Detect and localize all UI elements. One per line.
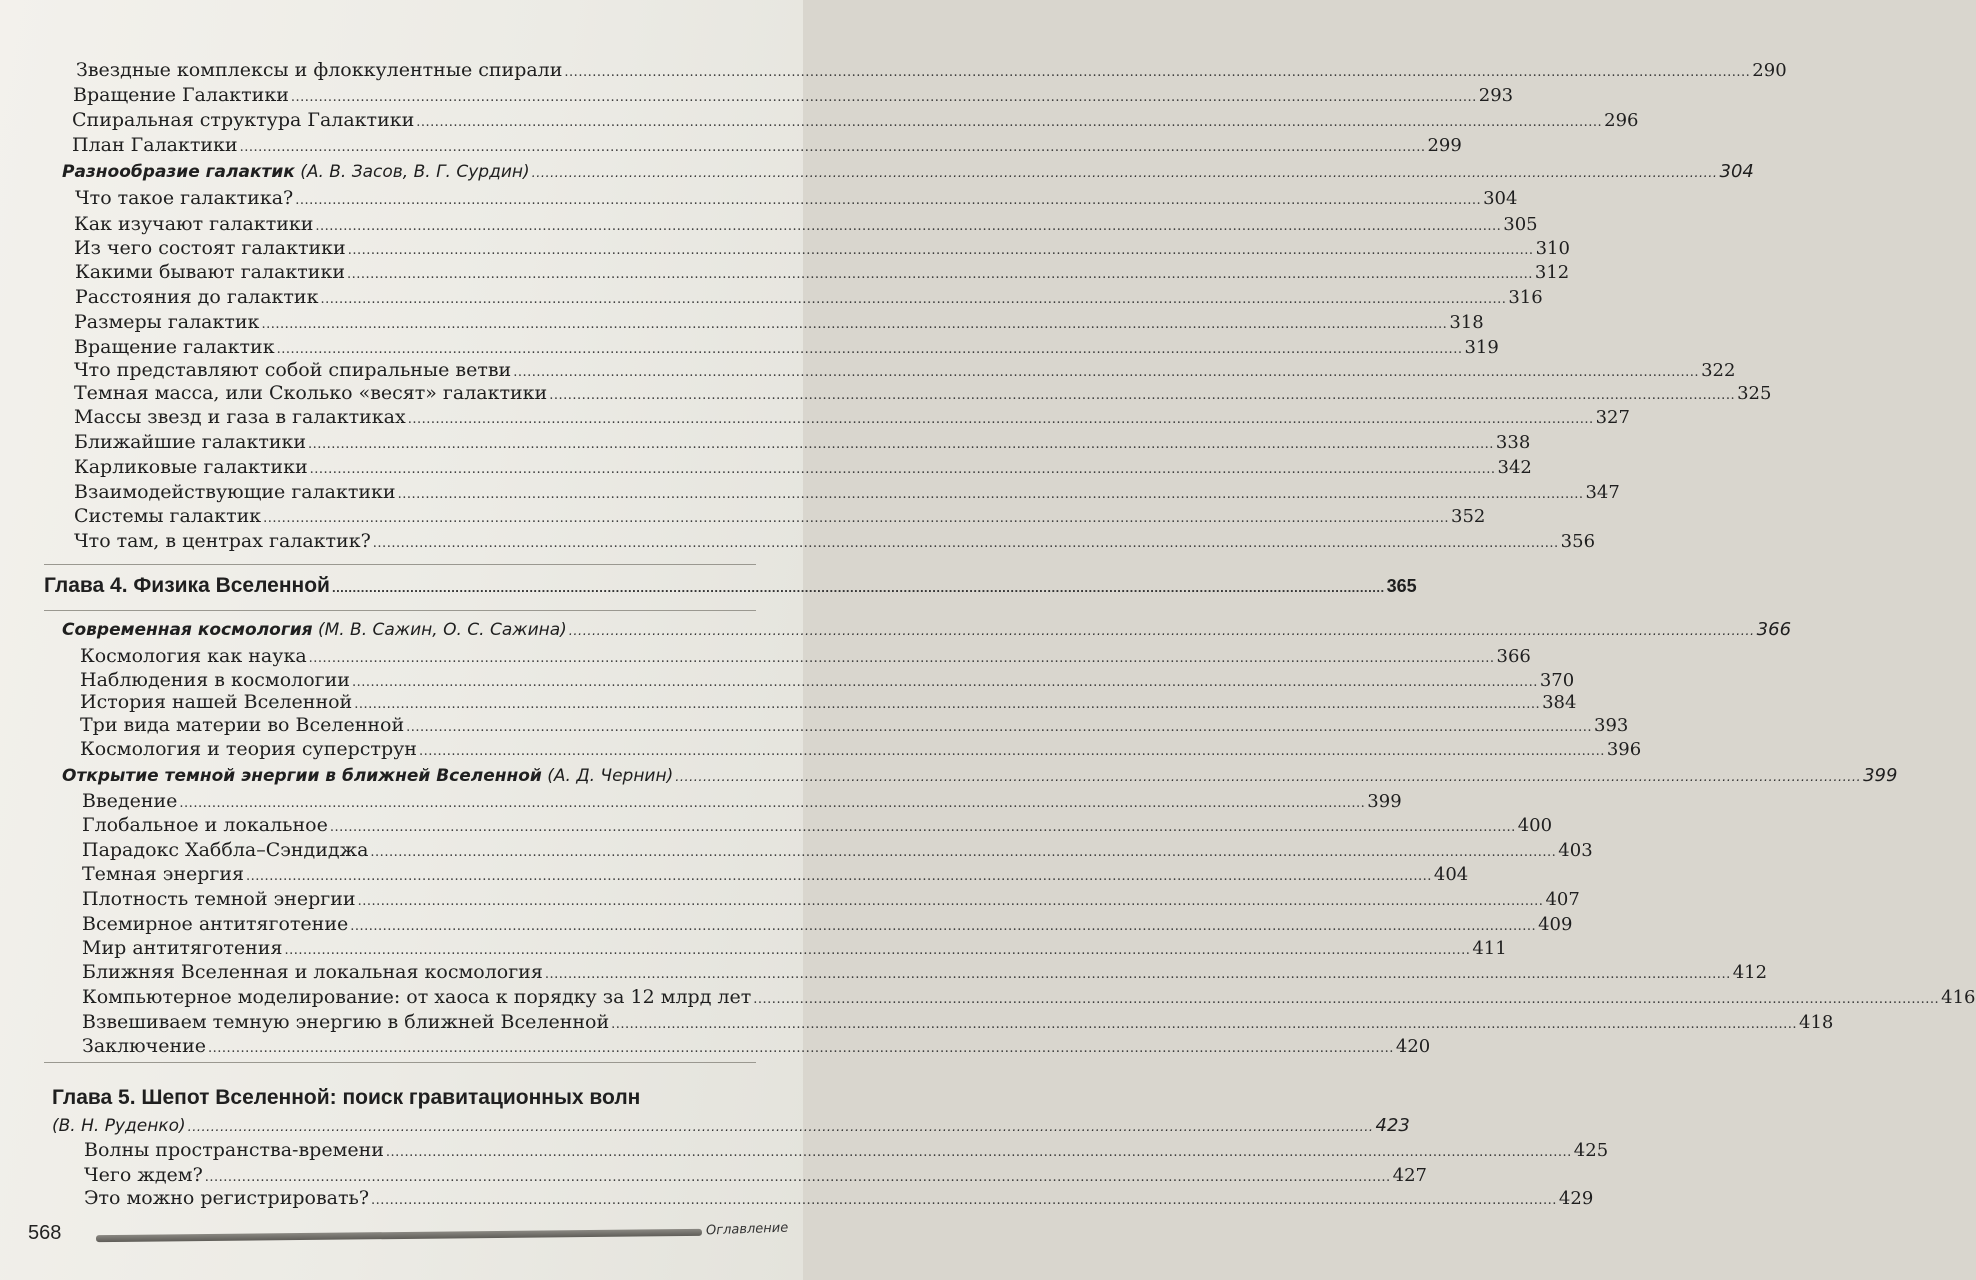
- section-title: Разнообразие галактик: [62, 162, 295, 182]
- leader-dots: [261, 313, 1447, 337]
- entry-page-number: 312: [1534, 262, 1570, 283]
- toc-entry: [82, 1010, 1834, 1037]
- entry-title: Три вида материи во Вселенной: [80, 714, 405, 736]
- entry-page-number: 407: [1545, 889, 1580, 910]
- entry-title: Ближайшие галактики: [74, 431, 307, 453]
- entry-page-number: 319: [1464, 337, 1499, 358]
- entry-title: Глава 5. Шепот Вселенной: поиск гравитационных волн: [52, 1086, 641, 1109]
- entry-page-number: 418: [1799, 1012, 1834, 1033]
- entry-title: Темная масса, или Сколько «весят» галактики: [74, 382, 548, 404]
- toc-entry: [73, 83, 1514, 110]
- leader-dots: [347, 263, 1533, 287]
- entry-page-number: 425: [1573, 1140, 1609, 1161]
- toc-entry: [74, 480, 1620, 507]
- entry-title: Вращение Галактики: [73, 84, 289, 106]
- entry-title: Темная энергия: [82, 863, 245, 885]
- leader-dots: [532, 162, 1718, 186]
- toc-section-entry: [52, 1114, 1410, 1140]
- toc-entry: [74, 381, 1772, 408]
- entry-page-number: 304: [1719, 161, 1754, 182]
- toc-entry: [74, 310, 1484, 337]
- toc-entry: [82, 838, 1593, 865]
- entry-title: [62, 160, 530, 184]
- entry-title: Чего ждем?: [84, 1164, 203, 1186]
- entry-title: Ближняя Вселенная и локальная космология: [82, 961, 543, 983]
- toc-entry: [74, 529, 1596, 556]
- entry-page-number: 366: [1756, 619, 1792, 640]
- section-authors: (А. В. Засов, В. Г. Сурдин): [300, 162, 530, 182]
- entry-title: Карликовые галактики: [74, 456, 308, 478]
- leader-dots: [753, 988, 1939, 1012]
- section-authors: (А. Д. Чернин): [547, 766, 674, 786]
- entry-title: Парадокс Хаббла–Сэндиджа: [82, 839, 369, 861]
- entry-title: Волны пространства-времени: [84, 1139, 384, 1161]
- toc-chapter-entry: [44, 574, 1417, 600]
- toc-entry: [82, 912, 1573, 939]
- toc-entry: [74, 212, 1538, 239]
- leader-dots: [188, 1116, 1374, 1140]
- toc-entry: [82, 960, 1768, 987]
- entry-page-number: 404: [1433, 864, 1469, 885]
- toc-section-entry: [62, 160, 1754, 186]
- leader-dots: [371, 1189, 1557, 1213]
- entry-title: Расстояния до галактик: [75, 286, 319, 308]
- entry-title: Всемирное антитяготение: [82, 913, 349, 935]
- chapter-divider: [44, 1062, 756, 1063]
- leader-dots: [208, 1037, 1394, 1061]
- leader-dots: [246, 865, 1432, 889]
- toc-chapter-entry: [52, 1086, 772, 1110]
- leader-dots: [295, 189, 1481, 213]
- toc-entry: [74, 430, 1531, 457]
- entry-title: [52, 1114, 186, 1138]
- entry-page-number: 338: [1495, 432, 1531, 453]
- entry-page-number: 356: [1560, 531, 1596, 552]
- leader-dots: [308, 433, 1494, 457]
- entry-title: Спиральная структура Галактики: [72, 109, 415, 131]
- entry-page-number: 396: [1606, 739, 1642, 760]
- entry-title: [62, 618, 567, 642]
- leader-dots: [263, 507, 1449, 531]
- leader-dots: [291, 86, 1477, 110]
- toc-entry: [75, 285, 1543, 312]
- entry-page-number: 399: [1863, 765, 1898, 786]
- leader-dots: [545, 963, 1731, 987]
- leader-dots: [419, 740, 1605, 764]
- leader-dots: [320, 288, 1506, 312]
- section-authors: (В. Н. Руденко): [52, 1116, 186, 1136]
- entry-title: Что такое галактика?: [75, 187, 294, 209]
- entry-page-number: 400: [1517, 815, 1553, 836]
- section-authors: (М. В. Сажин, О. С. Сажина): [317, 620, 567, 640]
- leader-dots: [332, 576, 1385, 600]
- toc-entry: [74, 236, 1570, 263]
- entry-page-number: 366: [1496, 646, 1531, 667]
- leader-dots: [408, 408, 1594, 432]
- entry-title: Что представляют собой спиральные ветви: [74, 359, 512, 381]
- toc-entry: [84, 1138, 1609, 1165]
- toc-section-entry: [62, 618, 1792, 644]
- page-number: 568: [28, 1222, 62, 1244]
- entry-page-number: 403: [1558, 840, 1593, 861]
- entry-title: Из чего состоят галактики: [74, 237, 346, 259]
- entry-title: Системы галактик: [74, 505, 262, 527]
- entry-title: Плотность темной энергии: [82, 888, 356, 910]
- entry-page-number: 420: [1395, 1036, 1431, 1057]
- toc-entry: [82, 813, 1553, 840]
- entry-title: [62, 764, 673, 788]
- section-title: Современная космология: [62, 620, 313, 640]
- toc-entry: [75, 186, 1518, 213]
- entry-page-number: 384: [1542, 692, 1577, 713]
- entry-title: Космология как наука: [80, 645, 307, 667]
- entry-title: План Галактики: [72, 134, 238, 156]
- leader-dots: [564, 61, 1750, 85]
- entry-page-number: 347: [1585, 482, 1620, 503]
- entry-title: Глава 4. Физика Вселенной: [44, 574, 330, 597]
- entry-title: Мир антитяготения: [82, 937, 283, 959]
- entry-title: Космология и теория суперструн: [80, 738, 417, 760]
- chapter-divider: [44, 564, 756, 565]
- toc-entry: [72, 108, 1639, 135]
- section-divider: [44, 610, 756, 611]
- entry-title: Это можно регистрировать?: [84, 1187, 370, 1209]
- entry-page-number: 310: [1535, 238, 1570, 259]
- entry-page-number: 411: [1472, 938, 1507, 959]
- entry-title: Как изучают галактики: [74, 213, 314, 235]
- entry-page-number: 305: [1503, 214, 1538, 235]
- running-head: Оглавление: [705, 1220, 789, 1239]
- leader-dots: [240, 136, 1426, 160]
- entry-page-number: 290: [1752, 60, 1787, 81]
- entry-page-number: 416: [1941, 987, 1976, 1008]
- toc-entry: [72, 133, 1462, 160]
- entry-page-number: 352: [1451, 506, 1486, 527]
- entry-page-number: 412: [1732, 962, 1768, 983]
- entry-page-number: 409: [1538, 914, 1573, 935]
- leader-dots: [358, 890, 1544, 914]
- entry-title: Компьютерное моделирование: от хаоса к порядку за 12 млрд лет: [82, 986, 752, 1008]
- toc-entry: [75, 260, 1570, 287]
- section-title: Открытие темной энергии в ближней Вселенной: [62, 766, 542, 786]
- entry-title: Какими бывают галактики: [75, 261, 345, 283]
- entry-page-number: 318: [1449, 312, 1484, 333]
- toc-entry: [76, 58, 1787, 85]
- leader-dots: [330, 816, 1516, 840]
- entry-page-number: 427: [1392, 1165, 1427, 1186]
- entry-page-number: 365: [1386, 576, 1417, 596]
- toc-entry: [82, 985, 1976, 1012]
- leader-dots: [569, 620, 1755, 644]
- toc-entry: [80, 713, 1629, 740]
- leader-dots: [611, 1013, 1797, 1037]
- toc-entry: [80, 644, 1531, 671]
- leader-dots: [416, 111, 1602, 135]
- entry-page-number: 299: [1427, 135, 1462, 156]
- entry-page-number: 429: [1558, 1188, 1594, 1209]
- toc-entry: [82, 862, 1469, 889]
- entry-title: Взвешиваем темную энергию в ближней Вселенной: [82, 1011, 610, 1033]
- toc-entry: [82, 789, 1402, 816]
- toc-entry: [84, 1186, 1594, 1213]
- entry-page-number: 316: [1508, 287, 1543, 308]
- entry-page-number: 304: [1483, 188, 1518, 209]
- entry-title: История нашей Вселенной: [80, 691, 353, 713]
- toc-entry: [82, 936, 1507, 963]
- entry-title: Размеры галактик: [74, 311, 260, 333]
- toc-entry: [80, 737, 1642, 764]
- toc-entry: [74, 504, 1486, 531]
- toc-entry: [82, 1034, 1431, 1061]
- leader-dots: [373, 532, 1559, 556]
- entry-page-number: 370: [1539, 670, 1575, 691]
- leader-dots: [675, 766, 1861, 790]
- entry-title: Заключение: [82, 1035, 207, 1057]
- leader-dots: [310, 458, 1496, 482]
- entry-page-number: 322: [1701, 360, 1736, 381]
- entry-page-number: 399: [1367, 791, 1402, 812]
- entry-title: Взаимодействующие галактики: [74, 481, 396, 503]
- toc-section-entry: [62, 764, 1898, 790]
- entry-title: Введение: [82, 790, 178, 812]
- entry-title: Наблюдения в космологии: [80, 669, 350, 691]
- entry-page-number: 342: [1497, 457, 1532, 478]
- toc-entry: [74, 405, 1630, 432]
- entry-page-number: 325: [1737, 383, 1772, 404]
- entry-page-number: 423: [1375, 1115, 1410, 1136]
- toc-entry: [82, 887, 1580, 914]
- entry-title: Массы звезд и газа в галактиках: [74, 406, 406, 428]
- entry-title: Вращение галактик: [74, 336, 275, 358]
- entry-page-number: 327: [1595, 407, 1630, 428]
- entry-page-number: 296: [1604, 110, 1639, 131]
- entry-title: Глобальное и локальное: [82, 814, 328, 836]
- leader-dots: [386, 1141, 1572, 1165]
- entry-page-number: 293: [1478, 85, 1514, 106]
- toc-entry: [74, 455, 1532, 482]
- entry-title: Звездные комплексы и флоккулентные спирали: [76, 59, 563, 81]
- entry-title: Что там, в центрах галактик?: [74, 530, 371, 552]
- entry-page-number: 393: [1594, 715, 1629, 736]
